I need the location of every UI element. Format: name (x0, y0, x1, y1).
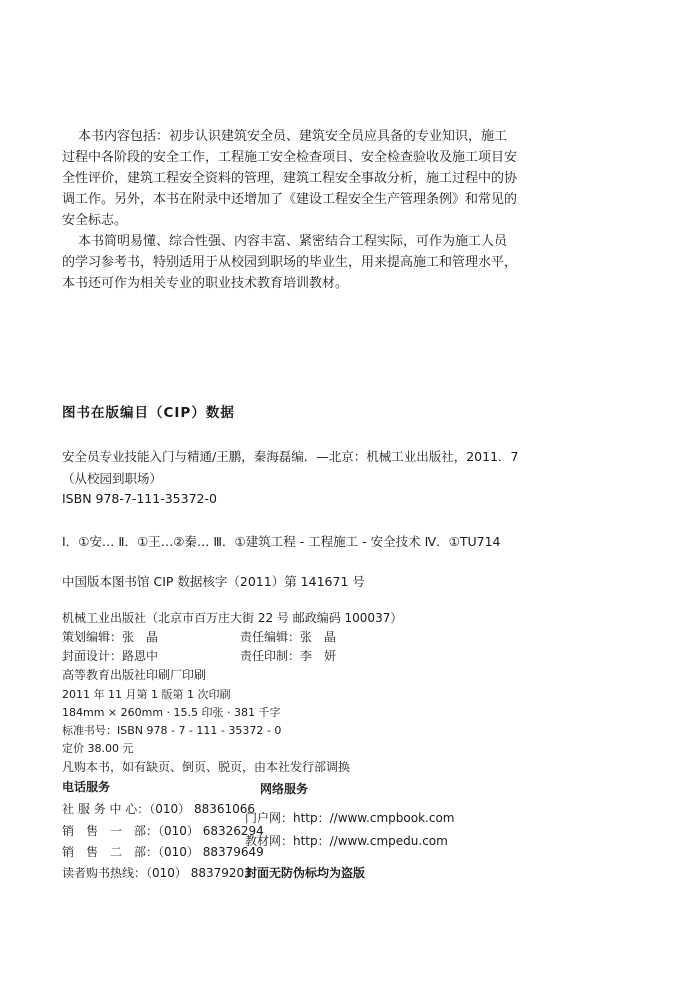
edition-info: 2011 年 11 月第 1 版第 1 次印刷 (62, 688, 231, 701)
return-notice: 凡购本书，如有缺页、倒页、脱页，由本社发行部调换 (62, 760, 351, 774)
publisher-address: 机械工业出版社（北京市百万庄大街 22 号 邮政编码 100037） (62, 611, 403, 625)
cover-design: 封面设计：路恩中 (62, 649, 159, 663)
price: 定价 38.00 元 (62, 742, 134, 755)
intro-line: 过程中各阶段的安全工作，工程施工安全检查项目、安全检查验收及施工项目安 (62, 150, 518, 165)
planning-editor: 策划编辑：张 晶 (62, 630, 159, 644)
intro-line: 本书简明易懂、综合性强、内容丰富、紧密结合工程实际，可作为施工人员 (78, 234, 508, 249)
intro-section (62, 126, 642, 306)
cip-series: （从校园到职场） (62, 471, 163, 486)
phone-service-item: 读者购书热线：（010） 88379203 (62, 866, 252, 880)
phone-service-item: 社 服 务 中 心：（010） 88361066 (62, 802, 256, 816)
format-info: 184mm × 260mm · 15.5 印张 · 381 千字 (62, 706, 281, 719)
cip-library-record: 中国版本图书馆 CIP 数据核字（2011）第 141671 号 (62, 574, 365, 589)
cip-record-line: 安全员专业技能入门与精通/王鹏，秦海磊编．—北京：机械工业出版社，2011．7 (62, 449, 519, 464)
intro-line: 本书内容包括：初步认识建筑安全员、建筑安全员应具备的专业知识，施工 (78, 129, 508, 144)
phone-service-heading: 电话服务 (62, 780, 111, 794)
cip-classification: Ⅰ．①安… Ⅱ．①王…②秦… Ⅲ．①建筑工程 - 工程施工 - 安全技术 Ⅳ．①TU714 (62, 534, 501, 549)
portal-website: 门户网：http：//www.cmpbook.com (245, 811, 455, 825)
phone-service-item: 销 售 一 部：（010） 68326294 (62, 824, 264, 838)
intro-line: 本书还可作为相关专业的职业技术教育培训教材。 (62, 276, 349, 291)
intro-line: 安全标志。 (62, 213, 128, 228)
intro-line: 调工作。另外，本书在附录中还增加了《建设工程安全生产管理条例》和常见的 (62, 192, 518, 207)
textbook-website: 教材网：http：//www.cmpedu.com (245, 834, 448, 848)
responsible-editor: 责任编辑：张 晶 (240, 630, 337, 644)
responsible-printing: 责任印制：李 妍 (240, 649, 337, 663)
phone-service-item: 销 售 二 部：（010） 88379649 (62, 845, 264, 859)
anti-counterfeit-notice: 封面无防伪标均为盗版 (245, 866, 366, 880)
printer: 高等教育出版社印刷厂印刷 (62, 668, 207, 682)
network-service-heading: 网络服务 (260, 782, 309, 796)
intro-line: 的学习参考书，特别适用于从校园到职场的毕业生，用来提高施工和管理水平， (62, 255, 518, 270)
standard-number: 标准书号：ISBN 978 - 7 - 111 - 35372 - 0 (62, 724, 282, 737)
intro-line: 全性评价，建筑工程安全资料的管理，建筑工程安全事故分析，施工过程中的协 (62, 171, 518, 186)
cip-title: 图书在版编目（CIP）数据 (62, 405, 235, 421)
cip-isbn: ISBN 978-7-111-35372-0 (62, 491, 217, 506)
